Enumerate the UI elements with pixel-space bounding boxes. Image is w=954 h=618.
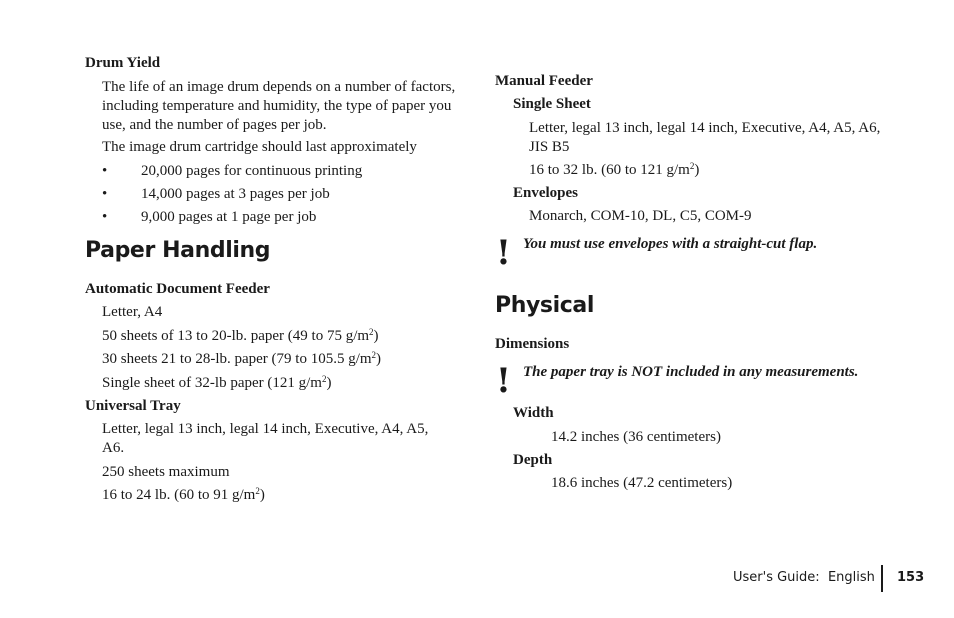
drum-yield-heading: Drum Yield: [85, 55, 161, 71]
bullet-item: 14,000 pages at 3 pages per job: [141, 186, 330, 202]
drum-yield-paragraph: The life of an image drum depends on a number of factors, including temperature and humidity, the type of paper you use, and the number of pages per job.: [102, 79, 456, 133]
universal-tray-heading: Universal Tray: [85, 398, 181, 414]
paper-handling-title: Paper Handling: [85, 238, 271, 263]
bullet-item: 20,000 pages for continuous printing: [141, 163, 363, 179]
page-number: 153: [897, 570, 925, 585]
envelopes-sizes: Monarch, COM-10, DL, C5, COM-9: [529, 208, 752, 224]
universal-tray-paper-sizes: Letter, legal 13 inch, legal 14 inch, Executive, A4, A5, A6.: [102, 421, 429, 456]
envelope-note: You must use envelopes with a straight-cut flap.: [523, 236, 818, 252]
adf-line: 30 sheets 21 to 28-lb. paper (79 to 105.5 $g/m^2$): [102, 350, 382, 367]
depth-value: 18.6 inches (47.2 centimeters): [551, 475, 733, 491]
width-value: 14.2 inches (36 centimeters): [551, 429, 721, 445]
warning-icon: !: [496, 233, 511, 273]
footer-divider: [881, 565, 883, 592]
single-sheet-paper-sizes: Letter, legal 13 inch, legal 14 inch, Executive, A4, A5, A6, JIS B5: [529, 120, 881, 155]
footer-guide-label: User's Guide: English: [733, 570, 875, 585]
adf-heading: Automatic Document Feeder: [85, 281, 270, 297]
drum-yield-paragraph-2: The image drum cartridge should last approximately: [102, 139, 417, 155]
warning-icon: !: [496, 361, 511, 401]
bullet-item: 9,000 pages at 1 page per job: [141, 209, 317, 225]
depth-heading: Depth: [513, 452, 553, 468]
physical-title: Physical: [495, 293, 594, 318]
envelopes-heading: Envelopes: [513, 185, 579, 201]
single-sheet-weight: 16 to 32 lb. (60 to 121 $g/m^2$): [529, 161, 700, 178]
bullet-dot: •: [102, 163, 108, 179]
width-heading: Width: [513, 405, 554, 421]
dimensions-heading: Dimensions: [495, 336, 570, 352]
manual-feeder-heading: Manual Feeder: [495, 73, 593, 89]
dimensions-note: The paper tray is NOT included in any measurements.: [523, 364, 859, 380]
single-sheet-heading: Single Sheet: [513, 96, 591, 112]
adf-line: Single sheet of 32-lb paper (121 $g/m^2$): [102, 374, 332, 391]
universal-tray-capacity: 250 sheets maximum: [102, 464, 230, 480]
bullet-dot: •: [102, 209, 108, 225]
bullet-dot: •: [102, 186, 108, 202]
universal-tray-weight: 16 to 24 lb. (60 to 91 $g/m^2$): [102, 486, 265, 503]
adf-line: 50 sheets of 13 to 20-lb. paper (49 to 75 $g/m^2$): [102, 327, 379, 344]
adf-line: Letter, A4: [102, 304, 163, 320]
